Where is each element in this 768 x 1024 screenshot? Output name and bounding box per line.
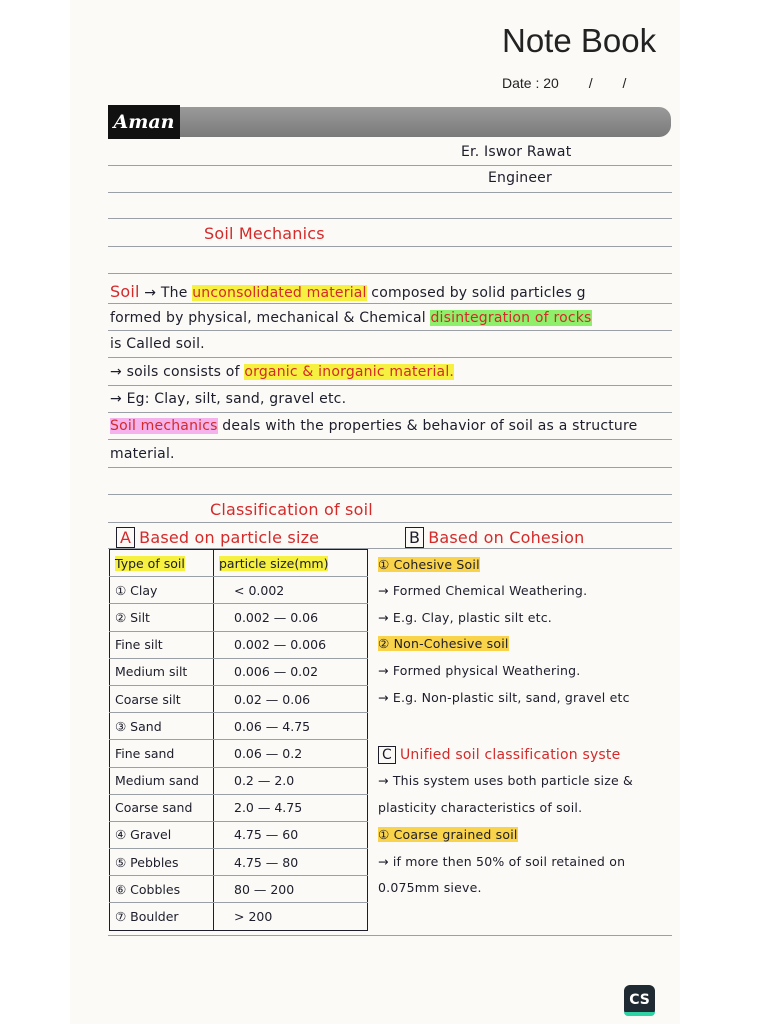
highlight: ② Non-Cohesive soil xyxy=(378,636,509,651)
notebook-title: Note Book xyxy=(502,22,657,59)
particle-size-cell: 0.002 — 0.06 xyxy=(214,604,368,631)
ruled-line xyxy=(108,303,672,304)
author-name: Er. Iswor Rawat xyxy=(461,144,572,160)
coarse-grained-heading xyxy=(378,827,518,842)
definition-line-3: is Called soil. xyxy=(110,336,205,352)
ruled-line xyxy=(108,439,672,440)
soil-type-cell: Medium silt xyxy=(110,658,214,685)
author-role: Engineer xyxy=(488,170,552,186)
section-c-heading xyxy=(378,747,620,763)
cohesive-heading xyxy=(378,557,480,572)
soil-type-cell: Medium sand xyxy=(110,767,214,794)
highlight: unconsolidated material xyxy=(192,285,367,301)
table-row xyxy=(110,876,368,903)
particle-size-cell: 0.02 — 0.06 xyxy=(214,685,368,712)
section-letter: B xyxy=(405,527,424,548)
text: deals with the properties & behavior of soil as a structure xyxy=(217,418,638,434)
table-row xyxy=(110,903,368,930)
soil-type-cell: ③ Sand xyxy=(110,713,214,740)
highlight: organic & inorganic material. xyxy=(244,364,455,380)
soil-type-cell: ④ Gravel xyxy=(110,821,214,848)
section-letter: A xyxy=(116,527,135,548)
text: particle size(mm) xyxy=(219,555,329,571)
soil-type-cell: ① Clay xyxy=(110,577,214,604)
ruled-line xyxy=(108,935,672,936)
uscs-note-1: → This system uses both particle size & xyxy=(378,773,633,788)
text: The xyxy=(160,285,193,301)
particle-size-cell: 0.2 — 2.0 xyxy=(214,767,368,794)
soil-type-cell: Coarse sand xyxy=(110,794,214,821)
table-row xyxy=(110,631,368,658)
text: Type of soil xyxy=(115,555,185,571)
table-row xyxy=(110,821,368,848)
table-row xyxy=(110,740,368,767)
definition-line-6 xyxy=(110,418,637,434)
cohesive-note-2: → E.g. Clay, plastic silt etc. xyxy=(378,610,552,625)
non-cohesive-heading xyxy=(378,636,509,651)
soil-type-cell: Fine sand xyxy=(110,740,214,767)
table-header-row xyxy=(110,550,368,577)
section-title: Unified soil classification syste xyxy=(399,747,621,763)
table-row xyxy=(110,577,368,604)
ruled-line xyxy=(108,522,672,523)
definition-line-2 xyxy=(110,310,592,326)
uscs-note-3: → if more then 50% of soil retained on xyxy=(378,854,626,869)
ruled-line xyxy=(108,467,672,468)
section-letter: C xyxy=(378,746,396,764)
section-a-heading xyxy=(116,528,319,547)
table-row xyxy=(110,849,368,876)
table-row xyxy=(110,713,368,740)
definition-line-4 xyxy=(110,364,454,380)
table-row xyxy=(110,604,368,631)
brand-banner xyxy=(108,107,671,137)
text: composed by solid particles g xyxy=(366,285,586,301)
particle-size-cell: 0.06 — 4.75 xyxy=(214,713,368,740)
ruled-line xyxy=(108,330,672,331)
uscs-note-2: plasticity characteristics of soil. xyxy=(378,800,583,815)
ruled-line xyxy=(108,357,672,358)
ruled-line xyxy=(108,494,672,495)
table-header-cell xyxy=(214,550,368,577)
date-field xyxy=(502,75,626,91)
section-b-heading xyxy=(405,528,584,547)
non-cohesive-note-1: → Formed physical Weathering. xyxy=(378,663,581,678)
section-title: Based on particle size xyxy=(139,528,320,547)
page-title: Soil Mechanics xyxy=(204,224,325,243)
particle-size-table xyxy=(109,549,368,931)
ruled-line xyxy=(108,273,672,274)
particle-size-cell: < 0.002 xyxy=(214,577,368,604)
section-title: Based on Cohesion xyxy=(428,528,585,547)
soil-type-cell: ⑦ Boulder xyxy=(110,903,214,930)
uscs-note-4: 0.075mm sieve. xyxy=(378,880,482,895)
particle-size-cell: 0.002 — 0.006 xyxy=(214,631,368,658)
text: → soils consists of xyxy=(110,364,245,380)
table-row xyxy=(110,658,368,685)
highlight: Soil mechanics xyxy=(110,418,218,434)
cohesive-note-1: → Formed Chemical Weathering. xyxy=(378,583,588,598)
date-separator: / xyxy=(622,75,627,91)
particle-size-cell: 4.75 — 80 xyxy=(214,849,368,876)
particle-size-cell: 4.75 — 60 xyxy=(214,821,368,848)
non-cohesive-note-2: → E.g. Non-plastic silt, sand, gravel etc xyxy=(378,690,630,705)
definition-line-7: material. xyxy=(110,446,175,462)
brand-logo: Aman xyxy=(108,105,180,139)
definition-line-1 xyxy=(110,282,586,301)
date-separator: / xyxy=(588,75,593,91)
classification-title: Classification of soil xyxy=(210,500,373,519)
ruled-line xyxy=(108,165,672,166)
particle-size-cell: 2.0 — 4.75 xyxy=(214,794,368,821)
table-header-cell xyxy=(110,550,214,577)
arrow: → xyxy=(144,285,157,301)
ruled-line xyxy=(108,246,672,247)
soil-type-cell: ② Silt xyxy=(110,604,214,631)
text: formed by physical, mechanical & Chemical xyxy=(110,310,431,326)
particle-size-cell: 0.006 — 0.02 xyxy=(214,658,368,685)
table-row xyxy=(110,767,368,794)
particle-size-cell: > 200 xyxy=(214,903,368,930)
definition-term: Soil xyxy=(110,282,140,301)
definition-line-5: → Eg: Clay, silt, sand, gravel etc. xyxy=(110,391,347,407)
table-row xyxy=(110,685,368,712)
ruled-line xyxy=(108,385,672,386)
soil-type-cell: Fine silt xyxy=(110,631,214,658)
camscanner-logo: CS xyxy=(624,985,655,1016)
soil-type-cell: Coarse silt xyxy=(110,685,214,712)
soil-type-cell: ⑥ Cobbles xyxy=(110,876,214,903)
particle-size-cell: 80 — 200 xyxy=(214,876,368,903)
highlight: disintegration of rocks xyxy=(430,310,592,326)
particle-size-cell: 0.06 — 0.2 xyxy=(214,740,368,767)
soil-type-cell: ⑤ Pebbles xyxy=(110,849,214,876)
table-row xyxy=(110,794,368,821)
ruled-line xyxy=(108,192,672,193)
ruled-line xyxy=(108,218,672,219)
highlight: ① Cohesive Soil xyxy=(378,557,480,572)
date-label: Date : 20 xyxy=(502,75,559,91)
highlight: ① Coarse grained soil xyxy=(378,827,518,842)
ruled-line xyxy=(108,412,672,413)
